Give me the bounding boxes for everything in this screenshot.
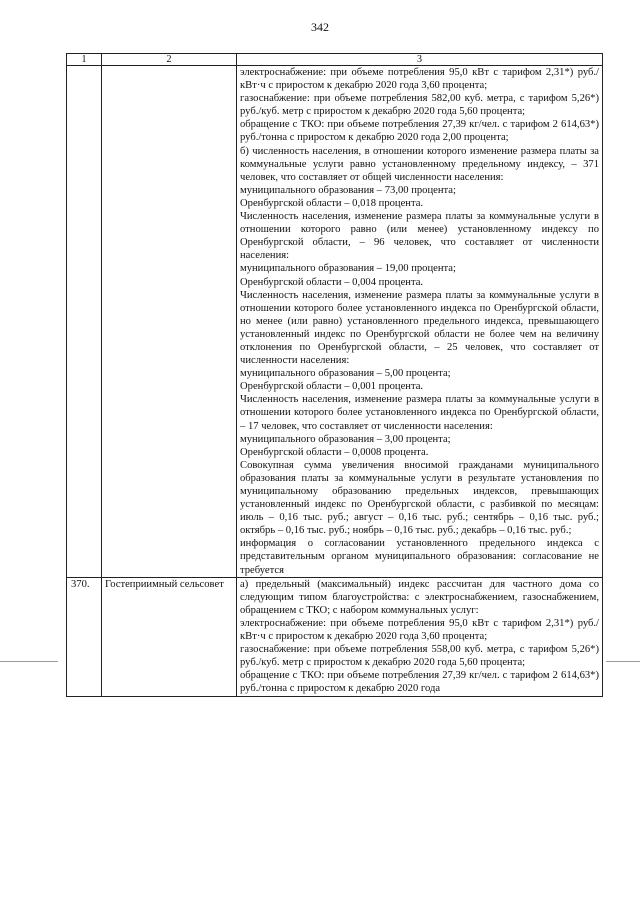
margin-line-left <box>0 661 58 662</box>
header-cell-2: 2 <box>102 54 237 66</box>
margin-line-right <box>606 661 640 662</box>
page-number: 342 <box>311 20 329 34</box>
table-row <box>67 66 603 578</box>
text-paragraph: газоснабжение: при объеме потребления 558,00 куб. метра, с тарифом 5,26*) руб./куб. метр с приростом к декабрю 2020 года 5,60 процента; <box>240 644 599 669</box>
text-paragraph: муниципального образования – 5,00 процента; <box>240 368 451 380</box>
header-cell-1: 1 <box>67 54 102 66</box>
table-header-row <box>67 54 603 66</box>
text-paragraph: муниципального образования – 73,00 процента; <box>240 184 456 196</box>
text-paragraph: газоснабжение: при объеме потребления 582,00 куб. метра, с тарифом 5,26*) руб./куб. метр с приростом к декабрю 2020 года 5,60 процента; <box>240 93 599 118</box>
text-paragraph: муниципального образования – 3,00 процента; <box>240 433 451 445</box>
text-paragraph: Численность населения, изменение размера платы за коммунальные услуги в отношении которого равно (или менее) установленному индексу по Оренбургской области, – 96 человек, что составляет от численности населения: <box>240 211 599 262</box>
text-paragraph: Оренбургской области – 0,004 процента. <box>240 276 424 288</box>
text-paragraph: Численность населения, изменение размера платы за коммунальные услуги в отношении которого более установленного индекса по Оренбургской области, но менее (или равно) установленного предельного индекса, превышающего установленный индекс по Оренбургской области не более чем на величину отклонения по Оренбургской области, – 25 человек, что составляет от численности населения: <box>240 289 599 367</box>
table-row <box>67 577 603 696</box>
text-paragraph: Совокупная сумма увеличения вносимой гражданами муниципального образования платы за коммунальные услуги в результате установления по муниципальному образованию предельных индексов, превышающих установленный индекс по Оренбургской области, с разбивкой по месяцам: июль – 0,16 тыс. руб.; август – 0,16 тыс. руб.; сентябрь – 0,16 тыс. руб.; октябрь – 0,16 тыс. руб.; ноябрь – 0,16 тыс. руб.; декабрь – 0,16 тыс. руб.; <box>240 459 599 537</box>
text-paragraph: Численность населения, изменение размера платы за коммунальные услуги в отношении которого более установленного индекса по Оренбургской области, – 17 человек, что составляет от численности населения: <box>240 394 599 432</box>
row-number <box>67 66 102 578</box>
text-paragraph: обращение с ТКО: при объеме потребления 27,39 кг/чел. с тарифом 2 614,63*) руб./тонна с приростом к декабрю 2020 года <box>240 670 599 695</box>
text-paragraph: электроснабжение: при объеме потребления 95,0 кВт с тарифом 2,31*) руб./кВт·ч с приростом к декабрю 2020 года 3,60 процента; <box>240 67 599 92</box>
text-paragraph: муниципального образования – 19,00 процента; <box>240 263 456 275</box>
row-number: 370. <box>67 577 102 696</box>
row-name <box>102 66 237 578</box>
row-text <box>237 66 603 578</box>
text-paragraph: б) численность населения, в отношении которого изменение размера платы за коммунальные услуги равно установленному предельному индексу, – 371 человек, что составляет от общей численности населения: <box>240 145 599 183</box>
text-paragraph: Оренбургской области – 0,0008 процента. <box>240 446 429 458</box>
text-paragraph: а) предельный (максимальный) индекс рассчитан для частного дома со следующим типом благоустройства: с электроснабжением, газоснабжением, обращением с ТКО; с набором коммунальных услуг: <box>240 578 599 616</box>
header-cell-3: 3 <box>237 54 603 66</box>
text-paragraph: информация о согласовании установленного предельного индекса с представительным органом муниципального образования: согласование не требуется <box>240 538 599 576</box>
row-name: Гостеприимный сельсовет <box>102 577 237 696</box>
text-paragraph: Оренбургской области – 0,001 процента. <box>240 381 424 393</box>
text-paragraph: Оренбургской области – 0,018 процента. <box>240 197 424 209</box>
row-text <box>237 577 603 696</box>
document-table <box>66 53 603 697</box>
text-paragraph: обращение с ТКО: при объеме потребления 27,39 кг/чел. с тарифом 2 614,63*) руб./тонна с приростом к декабрю 2020 года 2,00 процента; <box>240 119 599 144</box>
text-paragraph: электроснабжение: при объеме потребления 95,0 кВт с тарифом 2,31*) руб./кВт·ч с приростом к декабрю 2020 года 3,60 процента; <box>240 617 599 643</box>
